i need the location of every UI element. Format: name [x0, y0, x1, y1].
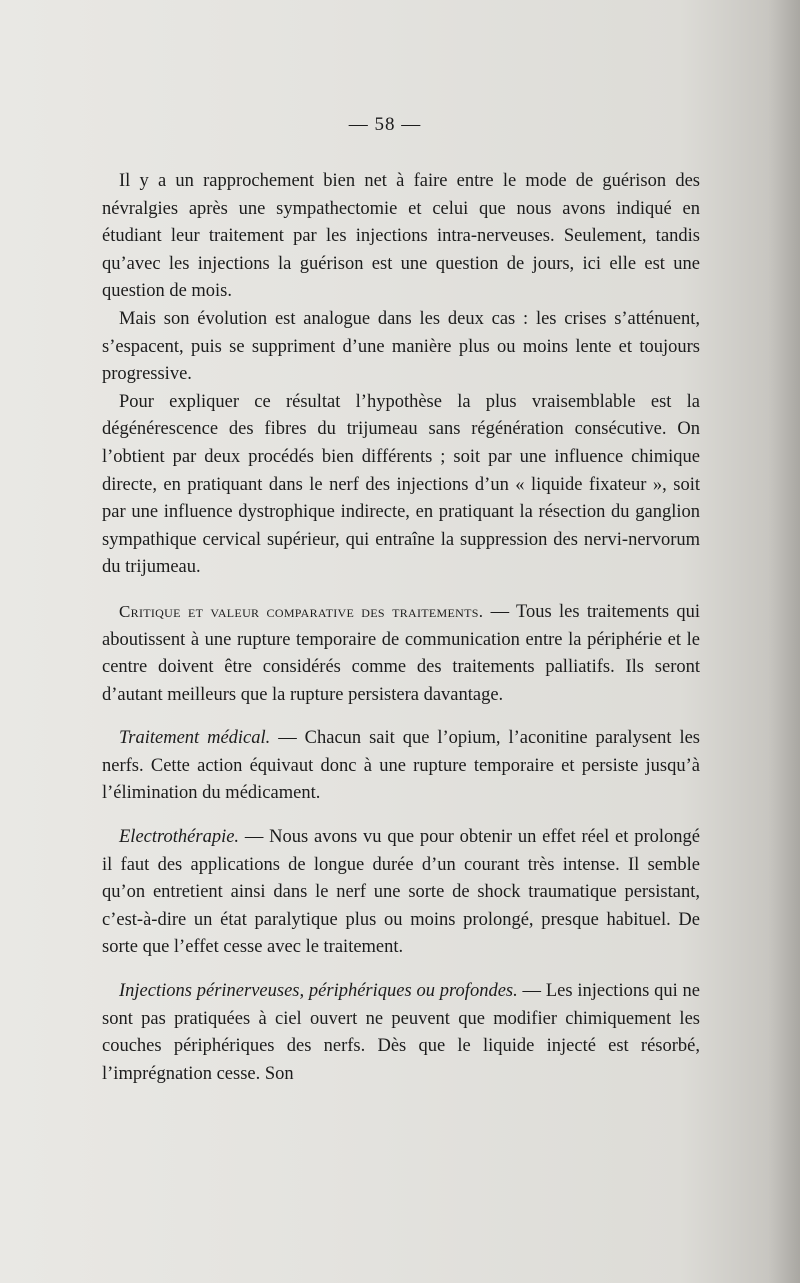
section-heading-critique: Critique et valeur comparative des traitements.	[119, 601, 484, 621]
paragraph-electrotherapie-text: — Nous avons vu que pour obtenir un effet réel et prolongé il faut des applications de longue durée d’un courant très intense. Il semble qu’on entretient ainsi dans le nerf une sorte de shock traumatique persistant, c’est-à-dire un état paralytique plus ou moins prolongé, presque habituel. De sorte que l’effet cesse avec le traitement.	[102, 827, 700, 958]
paragraph-electrotherapie	[102, 824, 700, 962]
paragraph-critique	[102, 598, 700, 709]
paragraph-injections-text: — Les injections qui ne sont pas pratiquées à ciel ouvert ne peuvent que modifier chimiquement les couches périphériques des nerfs. Dès que le liquide injecté est résorbé, l’imprégnation cesse. Son	[102, 981, 700, 1084]
paragraph-traitement-medical	[102, 725, 700, 808]
section-heading-traitement-medical: Traitement médical.	[119, 728, 271, 749]
paragraph-critique-text: — Tous les traitements qui aboutissent à une rupture temporaire de communication entre la périphérie et le centre doivent être considérés comme des traitements palliatifs. Ils seront d’autant meilleurs que la rupture persistera davantage.	[102, 601, 700, 705]
paragraph-injections	[102, 978, 700, 1088]
paragraph-rapprochement: Il y a un rapprochement bien net à faire entre le mode de guérison des névralgies après une sympathectomie et celui que nous avons indiqué en étudiant leur traitement par les injections intra-nerveuses. Seulement, tandis qu’avec les injections la guérison est une question de jours, ici elle est une question de mois.	[102, 171, 700, 302]
paragraph-evolution: Mais son évolution est analogue dans les deux cas : les crises s’atténuent, s’espacent, puis se suppriment d’une manière plus ou moins lente et toujours progressive.	[102, 308, 700, 385]
body-text	[102, 168, 700, 1088]
section-heading-injections: Injections périnerveuses, périphériques ou profondes.	[119, 981, 518, 1002]
paragraph-hypothese: Pour expliquer ce résultat l’hypothèse la plus vraisemblable est la dégénérescence des fibres du trijumeau sans régénération consécutive. On l’obtient par deux procédés bien différents ; soit par une influence chimique directe, en pratiquant dans le nerf des injections d’un « liquide fixateur », soit par une influence dystrophique indirecte, en pratiquant la résection du ganglion sympathique cervical supérieur, qui entraîne la suppression des nervi-nervorum du trijumeau.	[102, 391, 700, 578]
page-number: — 58 —	[348, 114, 422, 135]
section-heading-electrotherapie: Electrothérapie.	[119, 827, 240, 848]
paragraph-traitement-medical-text: — Chacun sait que l’opium, l’aconitine paralysent les nerfs. Cette action équivaut donc à une rupture temporaire et persiste jusqu’à l’élimination du médicament.	[102, 728, 701, 804]
